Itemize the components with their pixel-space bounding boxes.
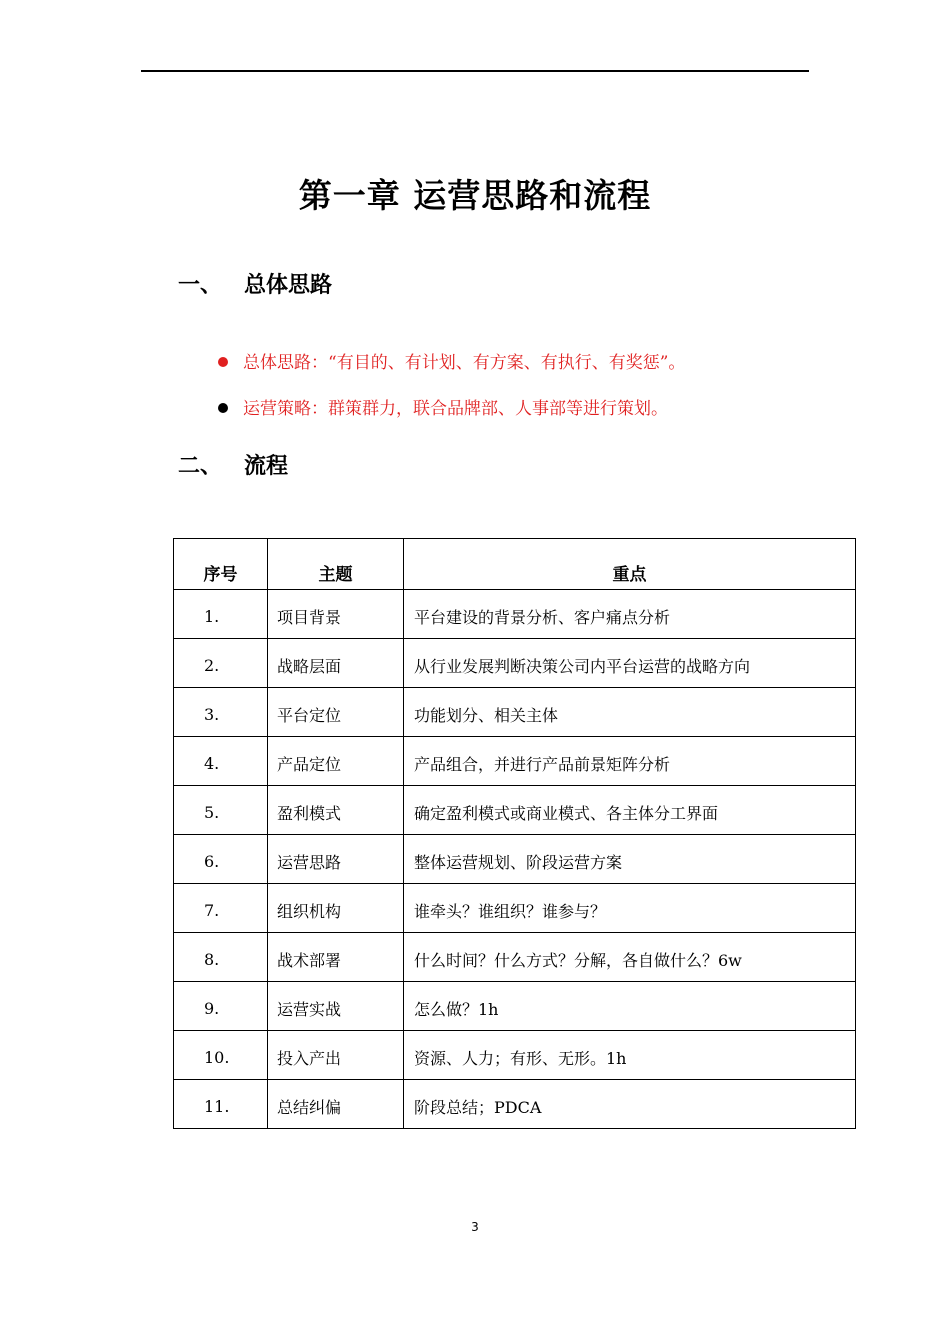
table-row	[174, 639, 856, 688]
bullet-dot-icon	[218, 357, 228, 367]
row-number: 2.	[174, 639, 268, 688]
row-topic: 组织机构	[268, 884, 404, 933]
table-row	[174, 884, 856, 933]
row-topic: 盈利模式	[268, 786, 404, 835]
bullet-text: 总体思路：“有目的、有计划、有方案、有执行、有奖惩”。	[243, 353, 686, 373]
section-title: 总体思路	[244, 273, 333, 298]
row-key-points: 从行业发展判断决策公司内平台运营的战略方向	[404, 639, 856, 688]
section-number: 二、	[178, 454, 223, 479]
row-key-points: 确定盈利模式或商业模式、各主体分工界面	[404, 786, 856, 835]
row-number: 3.	[174, 688, 268, 737]
section-number: 一、	[178, 273, 223, 298]
row-topic: 总结纠偏	[268, 1080, 404, 1129]
chapter-title: 第一章 运营思路和流程	[298, 176, 652, 215]
table-row	[174, 737, 856, 786]
header-rule	[141, 70, 809, 72]
row-key-points: 怎么做？1h	[404, 982, 856, 1031]
row-topic: 投入产出	[268, 1031, 404, 1080]
row-topic: 运营思路	[268, 835, 404, 884]
table-row	[174, 688, 856, 737]
row-key-points: 功能划分、相关主体	[404, 688, 856, 737]
table-row	[174, 1031, 856, 1080]
row-number: 6.	[174, 835, 268, 884]
row-key-points: 平台建设的背景分析、客户痛点分析	[404, 590, 856, 639]
row-number: 10.	[174, 1031, 268, 1080]
section-title: 流程	[244, 454, 289, 479]
row-key-points: 产品组合，并进行产品前景矩阵分析	[404, 737, 856, 786]
process-table	[173, 538, 856, 1129]
header-sequence: 序号	[174, 539, 268, 590]
table-row	[174, 590, 856, 639]
page-number: 3	[471, 1220, 479, 1234]
header-key-points: 重点	[404, 539, 856, 590]
table-row	[174, 982, 856, 1031]
table-row	[174, 786, 856, 835]
section-heading-process	[178, 449, 288, 480]
row-number: 8.	[174, 933, 268, 982]
row-number: 9.	[174, 982, 268, 1031]
section-heading-overall	[178, 268, 332, 299]
row-key-points: 什么时间？什么方式？分解，各自做什么？6w	[404, 933, 856, 982]
row-key-points: 谁牵头？谁组织？谁参与？	[404, 884, 856, 933]
bullet-item-overall-thinking	[218, 348, 685, 373]
row-key-points: 整体运营规划、阶段运营方案	[404, 835, 856, 884]
row-topic: 运营实战	[268, 982, 404, 1031]
bullet-item-operation-strategy	[218, 394, 668, 419]
table-row	[174, 933, 856, 982]
row-topic: 战术部署	[268, 933, 404, 982]
row-number: 11.	[174, 1080, 268, 1129]
header-topic: 主题	[268, 539, 404, 590]
row-topic: 战略层面	[268, 639, 404, 688]
row-topic: 项目背景	[268, 590, 404, 639]
table-row	[174, 1080, 856, 1129]
row-number: 5.	[174, 786, 268, 835]
row-key-points: 资源、人力；有形、无形。1h	[404, 1031, 856, 1080]
row-number: 4.	[174, 737, 268, 786]
table-header-row	[174, 539, 856, 590]
row-number: 1.	[174, 590, 268, 639]
bullet-text: 运营策略：群策群力，联合品牌部、人事部等进行策划。	[243, 399, 668, 419]
table-row	[174, 835, 856, 884]
row-topic: 平台定位	[268, 688, 404, 737]
row-topic: 产品定位	[268, 737, 404, 786]
bullet-dot-icon	[218, 403, 228, 413]
row-number: 7.	[174, 884, 268, 933]
row-key-points: 阶段总结；PDCA	[404, 1080, 856, 1129]
